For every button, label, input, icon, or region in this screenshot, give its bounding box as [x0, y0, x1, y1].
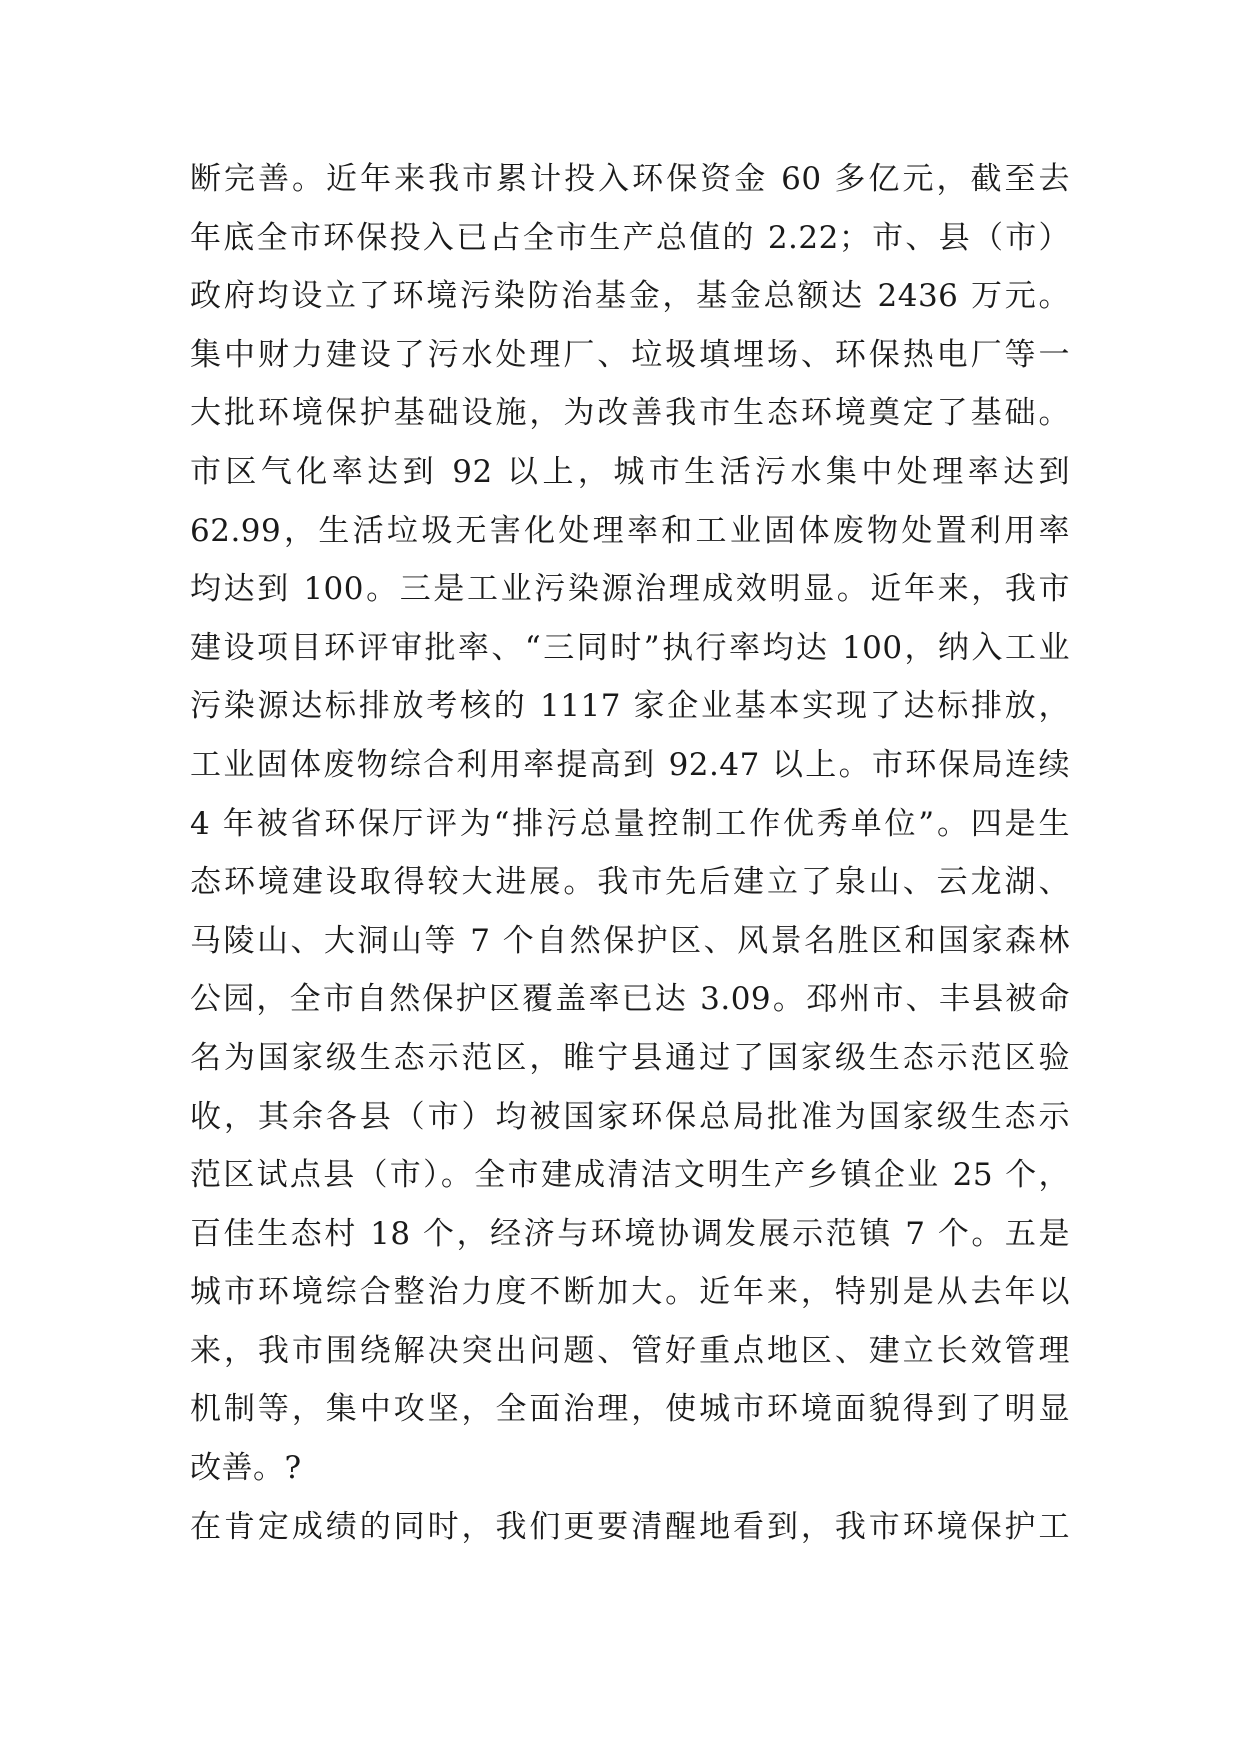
text-line-2: 年底全市环保投入已占全市生产总值的 2.22；市、县（市） [190, 219, 1070, 256]
text-line-13: 态环境建设取得较大进展。我市先后建立了泉山、云龙湖、 [190, 864, 1070, 901]
text-line-5: 大批环境保护基础设施，为改善我市生态环境奠定了基础。 [190, 395, 1070, 432]
text-line-20: 城市环境综合整治力度不断加大。近年来，特别是从去年以 [190, 1274, 1070, 1311]
text-line-17: 收，其余各县（市）均被国家环保总局批准为国家级生态示 [190, 1098, 1070, 1135]
text-line-24: 在肯定成绩的同时，我们更要清醒地看到，我市环境保护工 [190, 1508, 1070, 1545]
text-line-12: 4 年被省环保厅评为“排污总量控制工作优秀单位”。四是生 [190, 805, 1070, 842]
text-line-11: 工业固体废物综合利用率提高到 92.47 以上。市环保局连续 [190, 746, 1070, 783]
text-line-9: 建设项目环评审批率、“三同时”执行率均达 100，纳入工业 [190, 629, 1070, 666]
text-line-10: 污染源达标排放考核的 1117 家企业基本实现了达标排放， [190, 688, 1070, 725]
text-line-19: 百佳生态村 18 个，经济与环境协调发展示范镇 7 个。五是 [190, 1215, 1070, 1252]
text-line-22: 机制等，集中攻坚，全面治理，使城市环境面貌得到了明显 [190, 1391, 1070, 1428]
text-line-4: 集中财力建设了污水处理厂、垃圾填埋场、环保热电厂等一 [190, 336, 1070, 373]
text-line-18: 范区试点县（市）。全市建成清洁文明生产乡镇企业 25 个， [190, 1157, 1070, 1194]
text-line-14: 马陵山、大洞山等 7 个自然保护区、风景名胜区和国家森林 [190, 922, 1070, 959]
text-line-15: 公园，全市自然保护区覆盖率已达 3.09。邳州市、丰县被命 [190, 981, 1070, 1018]
text-line-23: 改善。? [190, 1450, 302, 1487]
text-line-6: 市区气化率达到 92 以上，城市生活污水集中处理率达到 [190, 453, 1070, 490]
body-text [190, 150, 1070, 1556]
text-line-3: 政府均设立了环境污染防治基金，基金总额达 2436 万元。 [190, 278, 1070, 315]
text-line-1: 断完善。近年来我市累计投入环保资金 60 多亿元，截至去 [190, 161, 1070, 197]
text-line-7: 62.99，生活垃圾无害化处理率和工业固体废物处置利用率 [190, 512, 1070, 549]
text-line-16: 名为国家级生态示范区，睢宁县通过了国家级生态示范区验 [190, 1039, 1070, 1076]
text-line-21: 来，我市围绕解决突出问题、管好重点地区、建立长效管理 [190, 1332, 1070, 1369]
text-line-8: 均达到 100。三是工业污染源治理成效明显。近年来，我市 [190, 571, 1070, 608]
